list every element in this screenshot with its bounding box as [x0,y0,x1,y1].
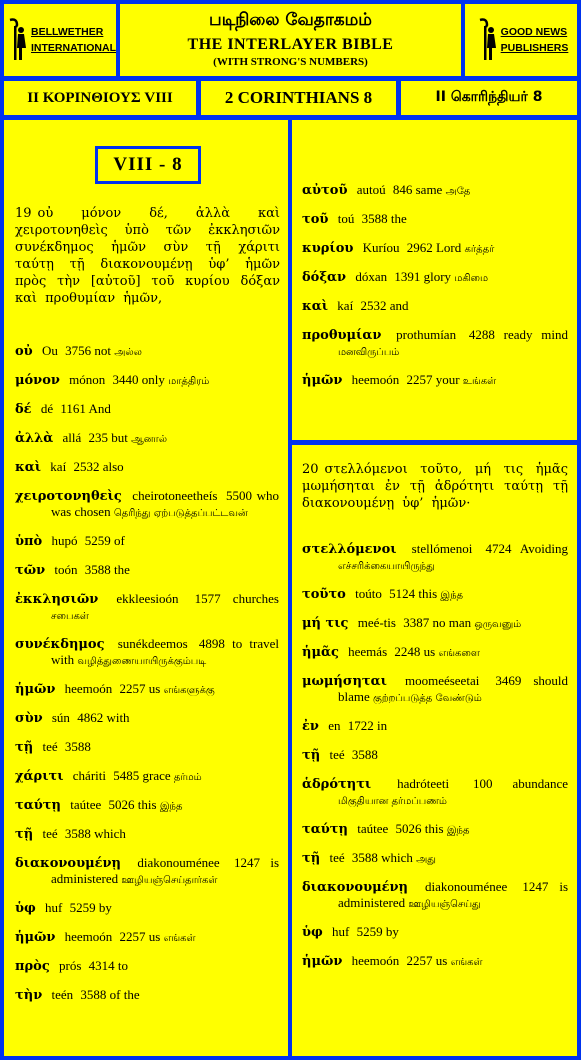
strongs-number: 5124 [389,586,416,601]
tamil-gloss: இந்த [440,590,464,601]
tamil-gloss: அல்ல [114,347,142,358]
word-entry [302,747,568,764]
tamil-gloss: ஆனால் [131,434,168,445]
logo-line-1: BELLWETHER [31,26,104,38]
greek-word: κυρίου [302,241,354,256]
greek-word: μή τις [302,616,349,631]
transliteration: dé [40,401,54,416]
transliteration: ekkleesioón [116,591,179,606]
word-entry [15,459,279,476]
verse-text: στελλόμενοι τοῦτο, μή τις ἡμᾶς μωμήσηται ἐν τῇ ἁδρότητι ταύτῃ τῇ διακονουμένῃ ὑφ’ ἡμῶν· [302,462,568,511]
strongs-number: 5485 [113,768,140,783]
tamil-gloss: குற்றப்படுத்த வேண்டும் [373,693,482,704]
tamil-gloss: எச்சரிக்கையாயிருந்து [338,561,435,572]
greek-word: στελλόμενοι [302,542,397,557]
strongs-number: 4898 [198,636,225,651]
strongs-number: 100 [473,776,493,791]
strongs-number: 2248 [394,644,421,659]
english-gloss: not [94,343,111,358]
strongs-number: 5259 [356,924,383,939]
word-entry [302,673,568,706]
greek-word: μόνον [15,373,60,388]
strongs-number: 3440 [112,372,139,387]
transliteration: hadróteeti [397,776,450,791]
transliteration: en [328,718,341,733]
strongs-number: 3756 [65,343,92,358]
transliteration: cháriti [72,768,106,783]
shepherd-icon [4,18,28,62]
word-entry [302,298,568,315]
right-top-word-list [302,182,568,401]
transliteration: teé [329,850,345,865]
strongs-number: 3588 [80,987,107,1002]
word-entry [15,797,279,814]
strongs-number: 2257 [119,929,146,944]
english-gloss: us [423,644,436,659]
transliteration: Kuríou [362,240,400,255]
tamil-gloss: தெரிந்து ஏற்படுத்தப்பட்டவன் [113,508,248,519]
transliteration: toú [337,211,355,226]
word-entry [15,636,279,669]
greek-word: τῇ [302,748,321,763]
chapter-label: VIII - 8 [95,146,201,184]
transliteration: sunékdeemos [117,636,188,651]
right-bottom-word-list [302,541,568,982]
transliteration: heemoón [64,929,113,944]
greek-word: ἐκκλησιῶν [15,592,99,607]
greek-word: οὐ [15,344,33,359]
verse-number: 20 [302,462,319,477]
english-gloss: Avoiding [519,541,568,556]
word-entry [15,343,279,360]
strongs-number: 3588 [84,562,111,577]
word-entry [302,541,568,574]
book-title-english: 2 CORINTHIANS 8 [201,81,396,115]
transliteration: prothumían [396,327,457,342]
tamil-gloss: அது [416,854,436,865]
page-subtitle: (WITH STRONG'S NUMBERS) [213,56,368,68]
transliteration: diakonouménee [425,879,508,894]
english-gloss: which [381,850,413,865]
english-gloss: by [98,900,112,915]
transliteration: heemás [348,644,388,659]
strongs-number: 5500 [226,488,253,503]
greek-word: προθυμίαν [302,328,382,343]
transliteration: stellómenoi [411,541,473,556]
word-entry [15,710,279,727]
strongs-number: 5026 [108,797,135,812]
logo-line-2: INTERNATIONAL [31,42,116,54]
english-gloss: abundance [512,776,569,791]
greek-word: ἡμῶν [302,954,343,969]
strongs-number: 1247 [522,879,549,894]
greek-word: δόξαν [302,270,347,285]
title-block [120,4,461,76]
transliteration: dóxan [355,269,388,284]
greek-word: ἡμῶν [15,682,56,697]
tamil-gloss: எங்கள் [450,957,483,968]
title-tamil: படிநிலை வேதாகமம் [209,10,372,30]
book-title-tamil: II கொரிந்தியர் 8 [401,81,577,115]
tamil-gloss: தர்மம் [173,772,202,783]
english-gloss: of the [109,987,140,1002]
english-gloss: this [424,821,444,836]
transliteration: heemoón [351,372,400,387]
transliteration: taútee [70,797,102,812]
greek-word: τῇ [15,827,34,842]
transliteration: taútee [357,821,389,836]
strongs-number: 2962 [406,240,433,255]
tamil-gloss: இந்த [159,801,183,812]
word-entry [302,924,568,941]
english-gloss: with [106,710,130,725]
verse-20-greek [302,461,568,512]
book-title-greek: II ΚΟΡΙΝΘΙΟΥΣ VIII [4,81,196,115]
greek-word: ἐν [302,719,319,734]
transliteration: teé [42,826,58,841]
english-gloss: And [88,401,111,416]
english-gloss: ready mind [503,327,569,342]
english-gloss: and [389,298,409,313]
greek-word: ἡμῶν [15,930,56,945]
tamil-gloss: ஊழியஞ்செய்தார்கள் [121,875,218,886]
strongs-number: 2532 [73,459,100,474]
english-gloss: this [137,797,157,812]
greek-word: ταύτῃ [302,822,348,837]
word-entry [302,615,568,632]
word-entry [15,855,279,888]
word-entry [302,372,568,389]
word-entry [15,681,279,698]
english-gloss: to [117,958,129,973]
strongs-number: 2257 [406,372,433,387]
greek-word: ὑφ [15,901,36,916]
strongs-number: 2257 [119,681,146,696]
english-gloss: glory [423,269,452,284]
greek-word: τῶν [15,563,46,578]
transliteration: moomeéseetai [404,673,480,688]
english-gloss: this [418,586,438,601]
greek-word: πρὸς [15,959,50,974]
tamil-gloss: உங்கள் [462,376,497,387]
word-entry [302,718,568,735]
word-entry [302,586,568,603]
strongs-number: 4862 [77,710,104,725]
english-gloss: your [435,372,460,387]
transliteration: teé [329,747,345,762]
strongs-number: 846 [392,182,413,197]
english-gloss: by [385,924,399,939]
word-entry [15,900,279,917]
word-entry [302,211,568,228]
strongs-number: 1247 [233,855,260,870]
english-gloss: only [141,372,165,387]
english-gloss: the [390,211,407,226]
good-news-logo [465,4,577,76]
tamil-gloss: சபைகள் [51,611,89,622]
word-entry [15,488,279,521]
transliteration: huf [332,924,350,939]
word-entry [15,987,279,1004]
word-entry [302,269,568,286]
strongs-number: 4724 [485,541,512,556]
greek-word: διακονουμένῃ [302,880,408,895]
word-entry [15,958,279,975]
tamil-gloss: எங்கள் [163,933,196,944]
logo-line-2: PUBLISHERS [500,42,569,54]
greek-word: τοῦ [302,212,329,227]
english-gloss: Lord [435,240,462,255]
logo-line-1: GOOD NEWS [500,26,568,38]
word-entry [15,739,279,756]
strongs-number: 5259 [69,900,96,915]
strongs-number: 2532 [360,298,387,313]
word-entry [15,826,279,843]
transliteration: meé-tis [357,615,396,630]
strongs-number: 3588 [351,850,378,865]
greek-word: συνέκδημος [15,637,105,652]
word-entry [15,929,279,946]
word-entry [15,591,279,624]
word-entry [302,182,568,199]
transliteration: autoú [356,182,386,197]
greek-word: αὐτοῦ [302,183,348,198]
left-word-list [15,343,279,1016]
strongs-number: 3588 [361,211,388,226]
transliteration: heemoón [64,681,113,696]
greek-word: διακονουμένῃ [15,856,121,871]
word-entry [302,644,568,661]
verse-text: οὐ μόνον δέ, ἀλλὰ καὶ χειροτονηθεὶς ὑπὸ τῶν ἐκκλησιῶν συνέκδημος ἡμῶν σὺν τῇ χάριτι ταύτῃ τῇ διακονουμένῃ ὑφ’ ἡμῶν πρὸς τὴν [αὐτοῦ] τοῦ κυρίου δόξαν καὶ προθυμίαν ἡμῶν, [15,206,280,306]
word-entry [302,953,568,970]
word-entry [15,430,279,447]
english-gloss: same [415,182,443,197]
strongs-number: 5026 [395,821,422,836]
greek-word: ὑφ [302,925,323,940]
tamil-gloss: எங்களுக்கு [163,685,215,696]
tamil-gloss: வழித்துணையாயிருக்கும்படி [77,656,207,667]
greek-word: ὑπὸ [15,534,43,549]
english-gloss: no man [432,615,472,630]
greek-word: ἡμῶν [302,373,343,388]
word-entry [302,879,568,912]
transliteration: toón [54,562,78,577]
english-gloss: but [111,430,128,445]
strongs-number: 3469 [495,673,522,688]
transliteration: Ou [41,343,58,358]
word-entry [15,533,279,550]
word-entry [15,768,279,785]
english-gloss: in [376,718,388,733]
strongs-number: 3387 [403,615,430,630]
word-entry [302,327,568,360]
page-title: THE INTERLAYER BIBLE [187,36,394,53]
english-gloss: is administered [338,879,569,910]
transliteration: prós [59,958,82,973]
english-gloss: us [148,681,161,696]
english-gloss: which [94,826,126,841]
verse-number: 19 [15,206,32,221]
transliteration: sún [51,710,70,725]
tamil-gloss: ஒருவனும் [474,619,522,630]
transliteration: mónon [69,372,106,387]
transliteration: huf [45,900,63,915]
transliteration: allá [62,430,82,445]
greek-word: ταύτῃ [15,798,61,813]
strongs-number: 1391 [394,269,421,284]
transliteration: toúto [355,586,382,601]
greek-word: καὶ [302,299,329,314]
greek-word: καὶ [15,460,42,475]
tamil-gloss: மகிமை [454,273,489,284]
english-gloss: churches [232,591,279,606]
transliteration: kaí [50,459,67,474]
tamil-gloss: மாத்திரம் [168,376,210,387]
tamil-gloss: மிகுதியான தர்மப்பணம் [338,796,447,807]
word-entry [15,401,279,418]
word-entry [15,562,279,579]
greek-word: τῇ [302,851,321,866]
tamil-gloss: மனவிருப்பம் [338,347,400,358]
greek-word: δέ [15,402,32,417]
strongs-number: 1577 [194,591,221,606]
transliteration: diakonouménee [137,855,220,870]
strongs-number: 3588 [351,747,378,762]
greek-word: τῇ [15,740,34,755]
english-gloss: also [102,459,124,474]
english-gloss: of [113,533,125,548]
greek-word: ἀλλὰ [15,431,54,446]
verse-19-greek [15,205,280,307]
word-entry [302,821,568,838]
strongs-number: 235 [88,430,109,445]
greek-word: ἁδρότητι [302,777,372,792]
english-gloss: grace [142,768,171,783]
word-entry [302,776,568,809]
strongs-number: 1722 [347,718,374,733]
transliteration: teén [51,987,74,1002]
english-gloss: us [148,929,161,944]
shepherd-icon [474,18,498,62]
transliteration: kaí [337,298,354,313]
bellwether-logo [4,4,116,76]
word-entry [302,850,568,867]
english-gloss: us [435,953,448,968]
transliteration: heemoón [351,953,400,968]
greek-word: σὺν [15,711,43,726]
tamil-gloss: கர்த்தர் [464,244,495,255]
english-gloss: to travel with [51,636,279,667]
tamil-gloss: ஊழியஞ்செய்து [408,899,481,910]
transliteration: cheirotoneetheís [132,488,218,503]
tamil-gloss: அதே [445,186,471,197]
greek-word: τοῦτο [302,587,346,602]
english-gloss: is administered [51,855,279,886]
greek-word: χειροτονηθεὶς [15,489,122,504]
strongs-number: 4288 [468,327,495,342]
english-gloss: who was chosen [51,488,279,519]
strongs-number: 5259 [84,533,111,548]
transliteration: hupó [51,533,78,548]
strongs-number: 3588 [64,739,91,754]
greek-word: τὴν [15,988,43,1003]
strongs-number: 2257 [406,953,433,968]
tamil-gloss: இந்த [446,825,470,836]
transliteration: teé [42,739,58,754]
strongs-number: 4314 [88,958,115,973]
strongs-number: 1161 [60,401,86,416]
word-entry [15,372,279,389]
greek-word: χάριτι [15,769,64,784]
english-gloss: should blame [338,673,569,704]
greek-word: ἡμᾶς [302,645,339,660]
strongs-number: 3588 [64,826,91,841]
english-gloss: the [114,562,130,577]
tamil-gloss: எங்களை [438,648,480,659]
word-entry [302,240,568,257]
greek-word: μωμήσηται [302,674,387,689]
